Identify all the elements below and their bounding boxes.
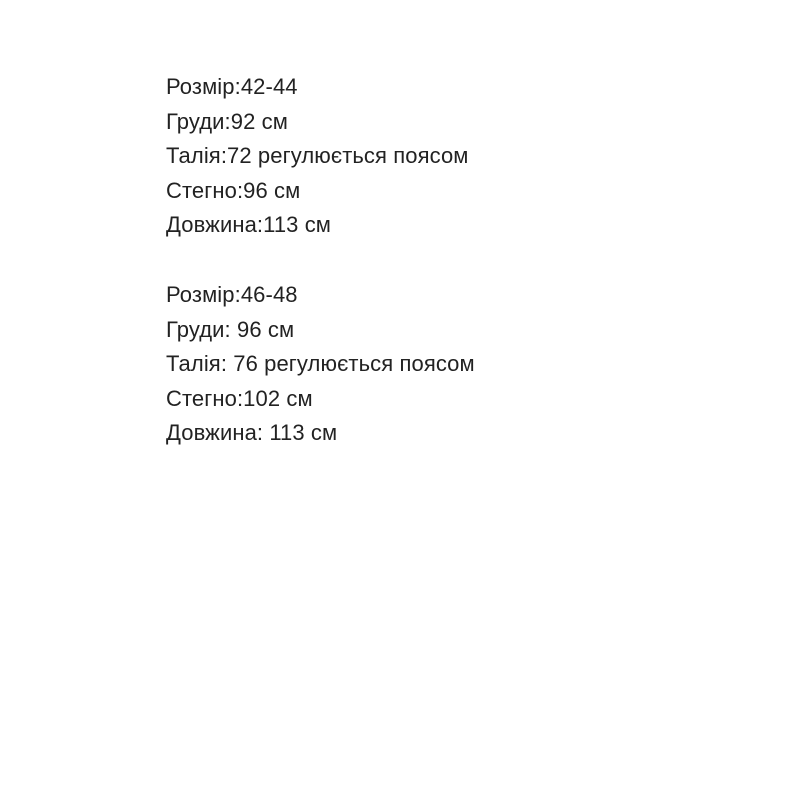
hips-measurement: Стегно:102 см: [166, 385, 313, 411]
size-label: Розмір:42-44: [166, 74, 298, 99]
chest-measurement: Груди: 96 см: [166, 316, 295, 342]
waist-measurement: Талія: 76 регулюється поясом: [166, 351, 475, 377]
size-label: Розмір:46-48: [166, 281, 298, 307]
size-block-46-48: [166, 278, 726, 451]
size-block-42-44: [166, 70, 726, 243]
chest-measurement: Груди:92 см: [166, 108, 288, 134]
length-measurement: Довжина:113 см: [166, 212, 332, 238]
hips-measurement: Стегно:96 см: [166, 177, 301, 203]
waist-measurement: Талія:72 регулюється поясом: [166, 143, 469, 169]
length-measurement: Довжина: 113 см: [166, 420, 338, 446]
size-chart-note: [166, 70, 726, 451]
